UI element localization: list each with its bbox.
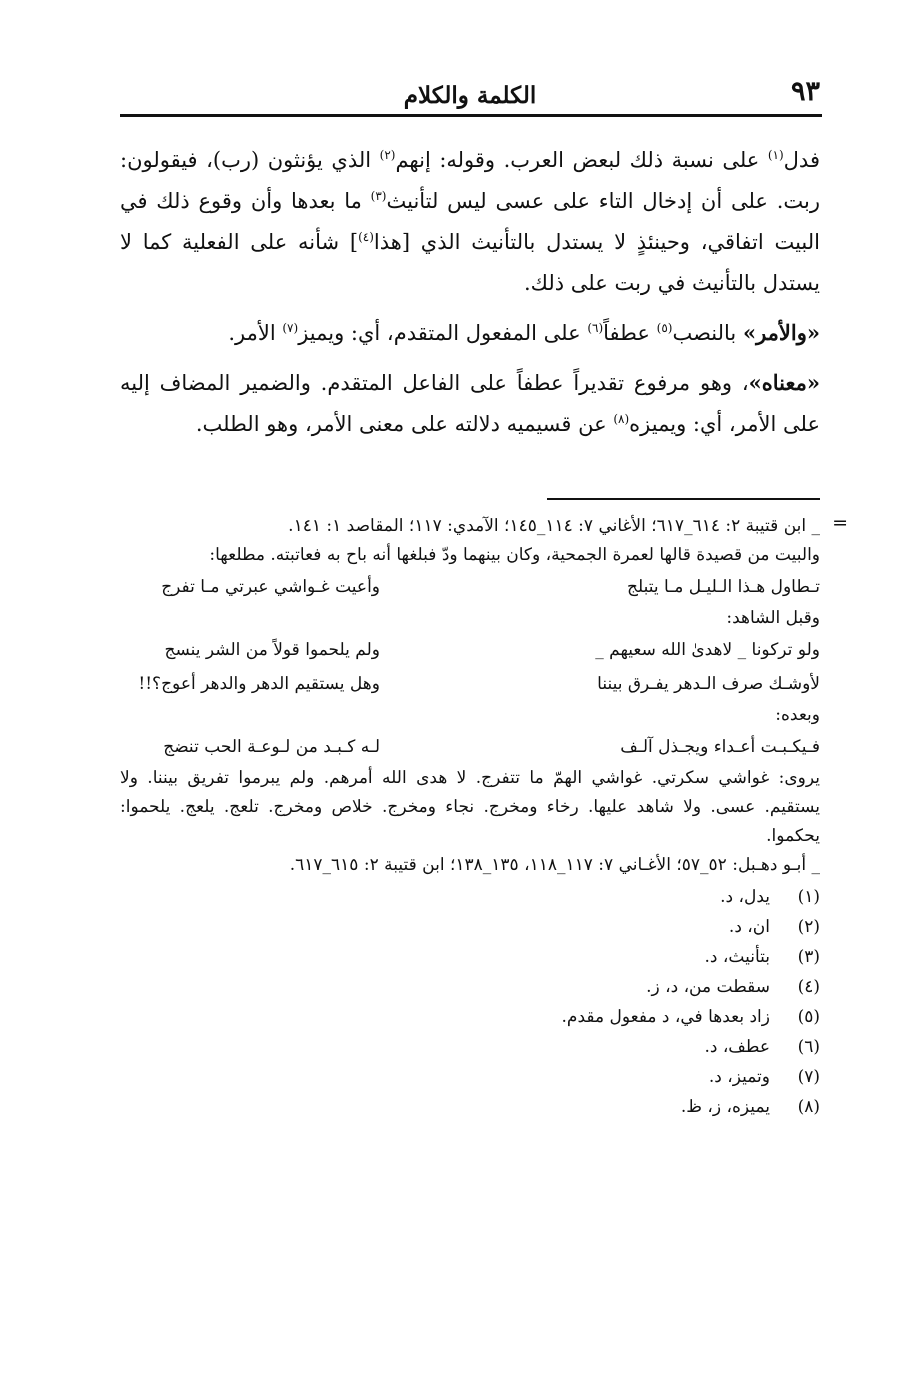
page-header	[120, 74, 820, 114]
footnote-ref: (٢)	[379, 148, 396, 162]
verse-hemistich: وأعيت غـواشي عبرتي مـا تفرج	[161, 577, 380, 597]
text-run: عطفاً	[603, 321, 657, 345]
footnote-ref: (٤)	[358, 230, 374, 244]
apparatus-item	[120, 1062, 820, 1092]
apparatus-number: (٧)	[797, 1067, 820, 1087]
paragraph-3	[120, 362, 820, 445]
apparatus-number: (٦)	[797, 1037, 820, 1057]
text-run: عن قسيميه دلالته على معنى الأمر، وهو الطلب.	[195, 412, 614, 436]
apparatus-item	[120, 1092, 820, 1122]
apparatus-number: (٥)	[797, 1007, 820, 1027]
paragraph-2	[120, 312, 820, 354]
apparatus-number: (١)	[797, 887, 820, 907]
keyword: «معناه»	[748, 370, 820, 395]
apparatus-text: ان، د.	[728, 917, 770, 937]
text-run: على نسبة ذلك لبعض العرب. وقوله: إنهم	[395, 148, 768, 172]
apparatus-item	[120, 972, 820, 1002]
verse-hemistich: لـه كـبـد من لـوعـة الحب تنضج	[163, 737, 380, 757]
verse-line-4	[120, 730, 820, 764]
footnote-ref: (٨)	[613, 412, 630, 426]
running-title: الكلمة والكلام	[403, 82, 537, 109]
apparatus-number: (٨)	[797, 1097, 820, 1117]
verse-hemistich: لأوشـك صرف الـدهر يفـرق بيننا	[597, 674, 820, 694]
apparatus-text: وتميز، د.	[708, 1067, 770, 1087]
apparatus-number: (٢)	[797, 917, 820, 937]
apparatus-text: عطف، د.	[704, 1037, 770, 1057]
apparatus-item	[120, 942, 820, 972]
continuation-mark: =	[832, 512, 848, 534]
note-source-1: _ ابن قتيبة ٢: ٦١٤_٦١٧؛ الأغاني ٧: ١١٤_١٤٥؛ الآمدي: ١١٧؛ المقاصد ١: ١٤١.	[288, 516, 820, 536]
text-run: ] شأنه على الفعلية كما لا يستدل بالتأنيث في ربت على ذلك.	[120, 230, 820, 295]
footnote-ref: (٦)	[587, 321, 604, 335]
footnote-rule	[547, 498, 820, 500]
apparatus-item	[120, 1032, 820, 1062]
apparatus-text: زاد بعدها في، د مفعول مقدم.	[561, 1007, 770, 1027]
note-variants: يروى: غواشي سكرتي. غواشي الهمّ ما تتفرج. لا هدى الله أمرهم. ولم يبرموا تفريق بيننا. ولا يستقيم. عسى. ولا شاهد عليها. رخاء ومخرج. نجاء ومخرج. خلاص ومخرج. تلعج. يلعج. يلحموا: يحكموا.	[120, 768, 820, 846]
apparatus-item	[120, 912, 820, 942]
apparatus-item	[120, 882, 820, 912]
critical-apparatus	[120, 882, 820, 1122]
paragraph-1	[120, 140, 820, 304]
verse-hemistich: تـطاول هـذا الـليـل مـا يتبلج	[627, 577, 820, 597]
apparatus-number: (٣)	[797, 947, 820, 967]
note-after-label: وبعده:	[775, 705, 820, 725]
header-rule	[120, 114, 822, 117]
footnote-ref: (٧)	[282, 321, 299, 335]
apparatus-text: بتأنيث، د.	[704, 947, 770, 967]
apparatus-item	[120, 1002, 820, 1032]
apparatus-text: سقطت من، د، ز.	[646, 977, 770, 997]
text-run: الأمر.	[228, 321, 283, 345]
text-run: ، وهو مرفوع تقديراً عطفاً على الفاعل المتقدم. والضمير المضاف إليه على الأمر، أي: ويميزه	[120, 371, 820, 436]
verse-line-2	[120, 633, 820, 667]
footnote-ref: (١)	[767, 148, 784, 162]
footnote-ref: (٥)	[656, 321, 673, 335]
verse-hemistich: وهل يستقيم الدهر والدهر أعوج؟!!	[138, 674, 380, 694]
note-source-2: _ أبـو دهـبل: ٥٢_٥٧؛ الأغـاني ٧: ١١٧_١١٨، ١٣٥_١٣٨؛ ابن قتيبة ٢: ٦١٥_٦١٧.	[289, 855, 820, 875]
keyword: «والأمر»	[742, 320, 820, 345]
page-number: ٩٣	[790, 76, 820, 107]
verse-line-1	[120, 570, 820, 604]
note-before-label: وقبل الشاهد:	[726, 608, 820, 628]
footnotes	[120, 512, 848, 1122]
verse-hemistich: ولو تركونا _ لاهدىٰ الله سعيهم _	[595, 640, 820, 660]
verse-line-3	[120, 667, 820, 701]
text-run: ما بعدها وأن وقوع ذلك في البيت اتفاقي، وحينئذٍ لا يستدل بالتأنيث الذي [هذا	[120, 189, 820, 254]
apparatus-text: يميزه، ز، ظ.	[680, 1097, 770, 1117]
main-text	[120, 140, 820, 445]
text-run: فدل	[783, 148, 820, 172]
note-intro: والبيت من قصيدة قالها لعمرة الجمحية، وكان بينهما ودّ فبلغها أنه باح به فعاتبته. مطلعها:	[209, 545, 820, 565]
apparatus-text: يدل، د.	[720, 887, 770, 907]
text-run: الذي يؤنثون (رب)، فيقولون: ربت. على أن إدخال التاء على عسى ليس لتأنيث	[120, 148, 820, 213]
text-run: على المفعول المتقدم، أي: ويميز	[298, 321, 588, 345]
footnote-ref: (٣)	[370, 189, 387, 203]
apparatus-number: (٤)	[797, 977, 820, 997]
verse-hemistich: فـيكـبـت أعـداء ويجـذل آلـف	[620, 737, 820, 757]
verse-hemistich: ولم يلحموا قولاً من الشر ينسج	[164, 640, 380, 660]
text-run: بالنصب	[672, 321, 743, 345]
